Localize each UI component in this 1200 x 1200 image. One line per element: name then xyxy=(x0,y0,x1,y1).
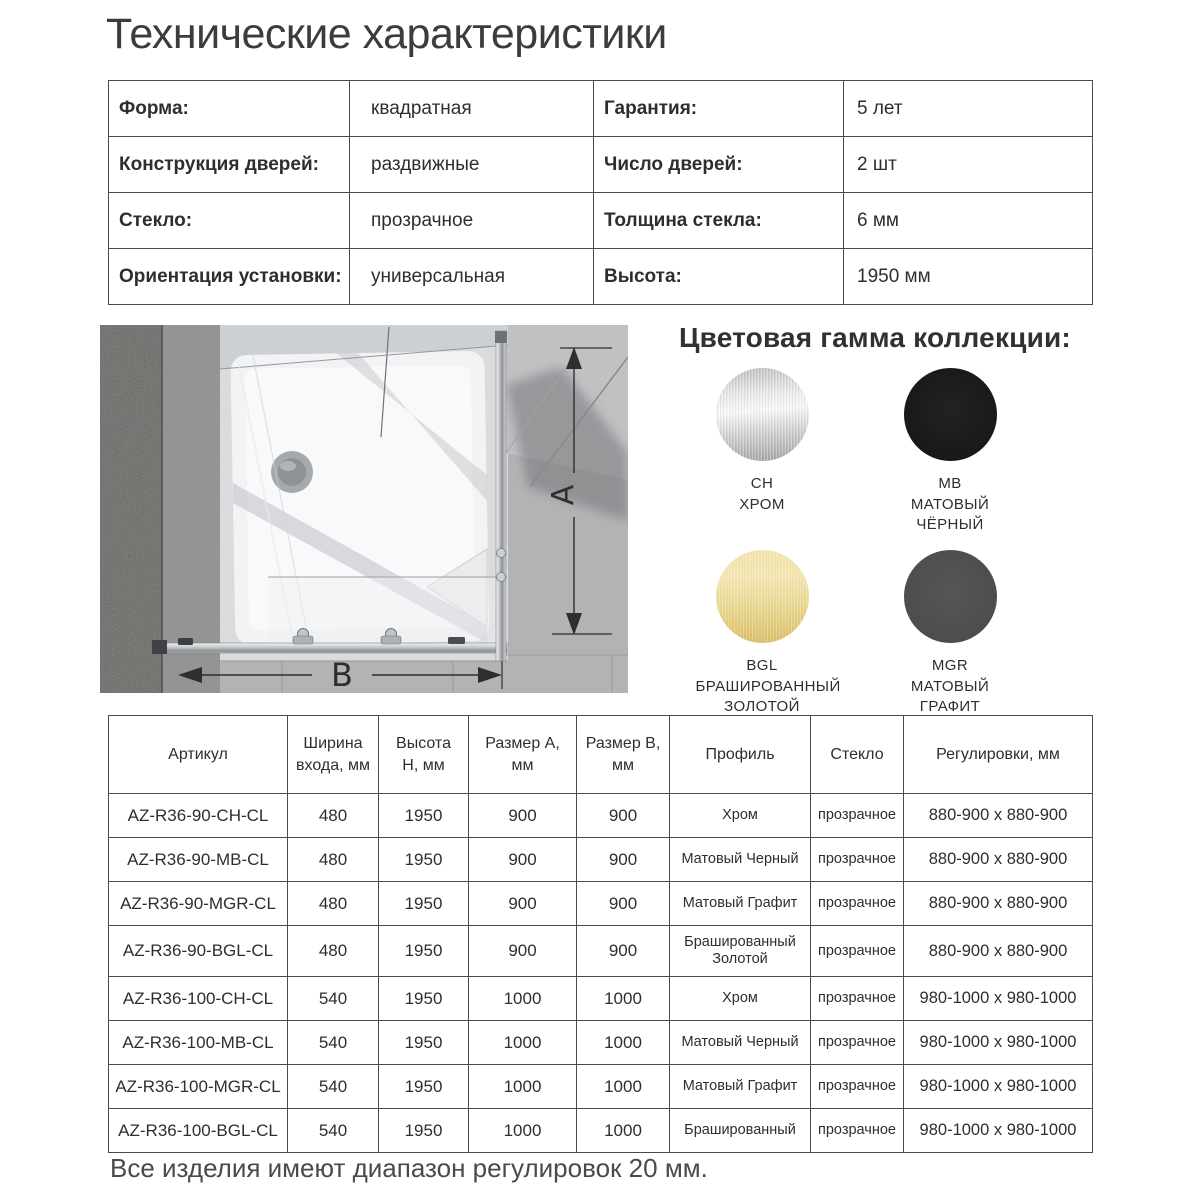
spec-label: Высота: xyxy=(594,249,844,305)
cell-article: AZ-R36-90-BGL-CL xyxy=(109,926,288,977)
cell-entry-width: 480 xyxy=(288,926,379,977)
spec-value: раздвижные xyxy=(350,137,594,193)
swatch-name: БРАШИРОВАННЫЙ ЗОЛОТОЙ xyxy=(695,677,841,716)
spec-value: 5 лет xyxy=(844,81,1093,137)
cell-entry-width: 540 xyxy=(288,977,379,1021)
cell-entry-width: 480 xyxy=(288,838,379,882)
cell-entry-width: 540 xyxy=(288,1021,379,1065)
swatch-name: МАТОВЫЙ ГРАФИТ xyxy=(910,677,990,716)
cell-adjust: 880-900 x 880-900 xyxy=(904,794,1093,838)
cell-glass: прозрачное xyxy=(811,882,904,926)
spec-label: Толщина стекла: xyxy=(594,193,844,249)
cell-size-b: 900 xyxy=(577,838,670,882)
cell-article: AZ-R36-90-CH-CL xyxy=(109,794,288,838)
swatch-code: BGL xyxy=(746,657,778,675)
gold-swatch-icon xyxy=(716,550,809,643)
table-row xyxy=(109,794,1093,838)
page-title: Технические характеристики xyxy=(106,10,667,58)
cell-article: AZ-R36-100-MB-CL xyxy=(109,1021,288,1065)
palette-grid xyxy=(668,368,1044,718)
cell-size-a: 900 xyxy=(469,882,577,926)
cell-size-b: 1000 xyxy=(577,1065,670,1109)
cell-entry-width: 480 xyxy=(288,794,379,838)
product-top-view-image xyxy=(100,325,628,693)
cell-height: 1950 xyxy=(379,1109,469,1153)
col-header-size-a: Размер A, мм xyxy=(469,716,577,794)
spec-label: Стекло: xyxy=(109,193,350,249)
swatch-name: МАТОВЫЙ ЧЁРНЫЙ xyxy=(910,495,990,534)
table-row xyxy=(109,193,1093,249)
cell-adjust: 980-1000 x 980-1000 xyxy=(904,1021,1093,1065)
spec-value: квадратная xyxy=(350,81,594,137)
table-row xyxy=(109,1021,1093,1065)
spec-value: 2 шт xyxy=(844,137,1093,193)
cell-height: 1950 xyxy=(379,794,469,838)
cell-adjust: 980-1000 x 980-1000 xyxy=(904,977,1093,1021)
graphite-swatch-icon xyxy=(904,550,997,643)
swatch-code: MGR xyxy=(931,657,969,675)
cell-glass: прозрачное xyxy=(811,794,904,838)
cell-adjust: 980-1000 x 980-1000 xyxy=(904,1065,1093,1109)
characteristics-table xyxy=(108,80,1093,305)
palette-title: Цветовая гамма коллекции: xyxy=(679,322,1071,353)
cell-entry-width: 480 xyxy=(288,882,379,926)
col-header-profile: Профиль xyxy=(670,716,811,794)
cell-profile: Хром xyxy=(670,977,811,1021)
spec-label: Форма: xyxy=(109,81,350,137)
cell-glass: прозрачное xyxy=(811,838,904,882)
cell-adjust: 980-1000 x 980-1000 xyxy=(904,1109,1093,1153)
palette-item-brushed-gold xyxy=(668,550,856,718)
cell-size-a: 1000 xyxy=(469,1109,577,1153)
col-header-adjust: Регулировки, мм xyxy=(904,716,1093,794)
table-row xyxy=(109,81,1093,137)
cell-height: 1950 xyxy=(379,882,469,926)
cell-height: 1950 xyxy=(379,926,469,977)
products-table xyxy=(108,715,1093,1153)
swatch-name: ХРОМ xyxy=(739,495,785,513)
spec-value: 1950 мм xyxy=(844,249,1093,305)
col-header-article: Артикул xyxy=(109,716,288,794)
cell-height: 1950 xyxy=(379,977,469,1021)
black-swatch-icon xyxy=(904,368,997,461)
palette-item-matte-graphite xyxy=(856,550,1044,718)
spec-label: Число дверей: xyxy=(594,137,844,193)
cell-entry-width: 540 xyxy=(288,1065,379,1109)
cell-article: AZ-R36-90-MGR-CL xyxy=(109,882,288,926)
cell-size-b: 900 xyxy=(577,926,670,977)
chrome-swatch-icon xyxy=(716,368,809,461)
cell-adjust: 880-900 x 880-900 xyxy=(904,882,1093,926)
palette-item-matte-black xyxy=(856,368,1044,536)
swatch-code: MB xyxy=(938,475,962,492)
cell-height: 1950 xyxy=(379,838,469,882)
col-header-size-b: Размер B, мм xyxy=(577,716,670,794)
cell-size-b: 1000 xyxy=(577,977,670,1021)
dimension-label-b: B xyxy=(331,656,353,693)
cell-size-b: 1000 xyxy=(577,1109,670,1153)
cell-glass: прозрачное xyxy=(811,1021,904,1065)
dimension-label-a: A xyxy=(546,484,581,506)
col-header-entry-width: Ширина входа, мм xyxy=(288,716,379,794)
spec-value: 6 мм xyxy=(844,193,1093,249)
cell-size-b: 1000 xyxy=(577,1021,670,1065)
spec-value: универсальная xyxy=(350,249,594,305)
cell-height: 1950 xyxy=(379,1021,469,1065)
cell-size-a: 900 xyxy=(469,838,577,882)
cell-adjust: 880-900 x 880-900 xyxy=(904,838,1093,882)
cell-height: 1950 xyxy=(379,1065,469,1109)
table-row xyxy=(109,977,1093,1021)
spec-value: прозрачное xyxy=(350,193,594,249)
cell-glass: прозрачное xyxy=(811,977,904,1021)
cell-profile: Матовый Графит xyxy=(670,882,811,926)
cell-entry-width: 540 xyxy=(288,1109,379,1153)
cell-article: AZ-R36-100-BGL-CL xyxy=(109,1109,288,1153)
cell-glass: прозрачное xyxy=(811,1065,904,1109)
table-header-row xyxy=(109,716,1093,794)
table-row xyxy=(109,249,1093,305)
cell-size-a: 1000 xyxy=(469,977,577,1021)
cell-profile: Матовый Черный xyxy=(670,838,811,882)
cell-glass: прозрачное xyxy=(811,926,904,977)
cell-size-a: 900 xyxy=(469,794,577,838)
cell-article: AZ-R36-100-MGR-CL xyxy=(109,1065,288,1109)
footnote: Все изделия имеют диапазон регулировок 20 мм. xyxy=(110,1153,708,1183)
cell-size-a: 1000 xyxy=(469,1021,577,1065)
table-row xyxy=(109,1065,1093,1109)
cell-size-b: 900 xyxy=(577,882,670,926)
col-header-glass: Стекло xyxy=(811,716,904,794)
cell-profile: Хром xyxy=(670,794,811,838)
cell-size-a: 1000 xyxy=(469,1065,577,1109)
cell-size-a: 900 xyxy=(469,926,577,977)
palette-item-chrome xyxy=(668,368,856,536)
cell-article: AZ-R36-100-CH-CL xyxy=(109,977,288,1021)
cell-article: AZ-R36-90-MB-CL xyxy=(109,838,288,882)
table-row xyxy=(109,926,1093,977)
table-row xyxy=(109,137,1093,193)
table-row xyxy=(109,882,1093,926)
spec-label: Конструкция дверей: xyxy=(109,137,350,193)
cell-adjust: 880-900 x 880-900 xyxy=(904,926,1093,977)
cell-profile: Матовый Графит xyxy=(670,1065,811,1109)
spec-label: Ориентация установки: xyxy=(109,249,350,305)
swatch-code: CH xyxy=(750,475,774,492)
cell-profile: Брашированный Золотой xyxy=(670,926,811,977)
table-row xyxy=(109,838,1093,882)
cell-profile: Матовый Черный xyxy=(670,1021,811,1065)
cell-glass: прозрачное xyxy=(811,1109,904,1153)
cell-profile: Брашированный xyxy=(670,1109,811,1153)
cell-size-b: 900 xyxy=(577,794,670,838)
col-header-height: Высота H, мм xyxy=(379,716,469,794)
table-row xyxy=(109,1109,1093,1153)
spec-label: Гарантия: xyxy=(594,81,844,137)
